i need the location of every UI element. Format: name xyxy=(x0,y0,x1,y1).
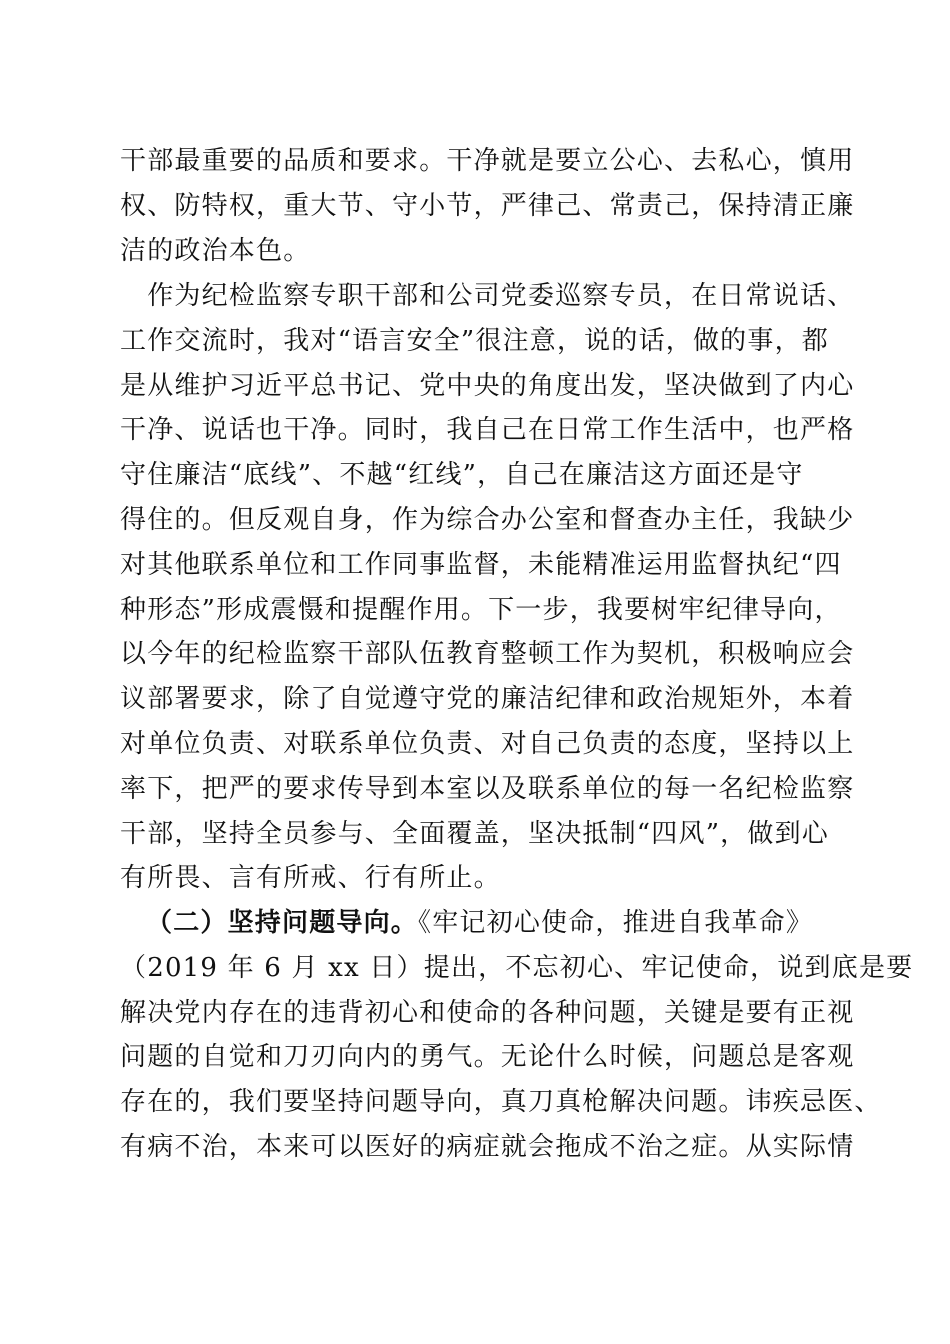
text-line: 解决党内存在的违背初心和使命的各种问题，关键是要有正视 xyxy=(120,997,855,1028)
text-line: 以今年的纪检监察干部队伍教育整顿工作为契机，积极响应会 xyxy=(120,639,855,670)
paragraph-3-first-line xyxy=(120,901,830,946)
text-line: （2019 年 6 月 xx 日）提出，不忘初心、牢记使命，说到底是要 xyxy=(120,952,914,983)
text-line: 有病不治，本来可以医好的病症就会拖成不治之症。从实际情 xyxy=(120,1131,855,1162)
text-line: 得住的。但反观自身，作为综合办公室和督查办主任，我缺少 xyxy=(120,504,855,535)
text-line: 工作交流时，我对“语言安全”很注意，说的话，做的事，都 xyxy=(120,325,829,356)
text-line: 守住廉洁“底线”、不越“红线”，自己在廉洁这方面还是守 xyxy=(120,460,804,491)
text-line: 有所畏、言有所戒、行有所止。 xyxy=(120,863,501,894)
text-line: 种形态”形成震慑和提醒作用。下一步，我要树牢纪律导向， xyxy=(120,594,842,625)
text-line: 干净、说话也干净。同时，我自己在日常工作生活中，也严格 xyxy=(120,415,855,446)
text-line: 权、防特权，重大节、守小节，严律己、常责己，保持清正廉 xyxy=(120,190,855,221)
text-line: 议部署要求，除了自觉遵守党的廉洁纪律和政治规矩外，本着 xyxy=(120,684,855,715)
text-line: 对其他联系单位和工作同事监督，未能精准运用监督执纪“四 xyxy=(120,549,842,580)
text-line: 率下，把严的要求传导到本室以及联系单位的每一名纪检监察 xyxy=(120,773,855,804)
text-line: 对单位负责、对联系单位负责、对自己负责的态度，坚持以上 xyxy=(120,728,855,759)
paragraph-1 xyxy=(120,139,855,273)
text-line: 洁的政治本色。 xyxy=(120,235,311,266)
text-line: 干部，坚持全员参与、全面覆盖，坚决抵制“四风”，做到心 xyxy=(120,818,829,849)
text-line: 干部最重要的品质和要求。干净就是要立公心、去私心，慎用 xyxy=(120,146,855,176)
section-heading: （二）坚持问题导向。 xyxy=(146,908,419,938)
text-line: 作为纪检监察专职干部和公司党委巡察专员，在日常说话、 xyxy=(120,281,855,311)
text-line: 是从维护习近平总书记、党中央的角度出发，坚决做到了内心 xyxy=(120,370,855,401)
text-line: 问题的自觉和刀刃向内的勇气。无论什么时候，问题总是客观 xyxy=(120,1042,855,1073)
paragraph-3 xyxy=(120,901,914,1170)
paragraph-2 xyxy=(120,274,855,901)
text-run: 《牢记初心使命，推进自我革命》 xyxy=(418,908,814,938)
text-line: 存在的，我们要坚持问题导向，真刀真枪解决问题。讳疾忌医、 xyxy=(120,1087,882,1118)
